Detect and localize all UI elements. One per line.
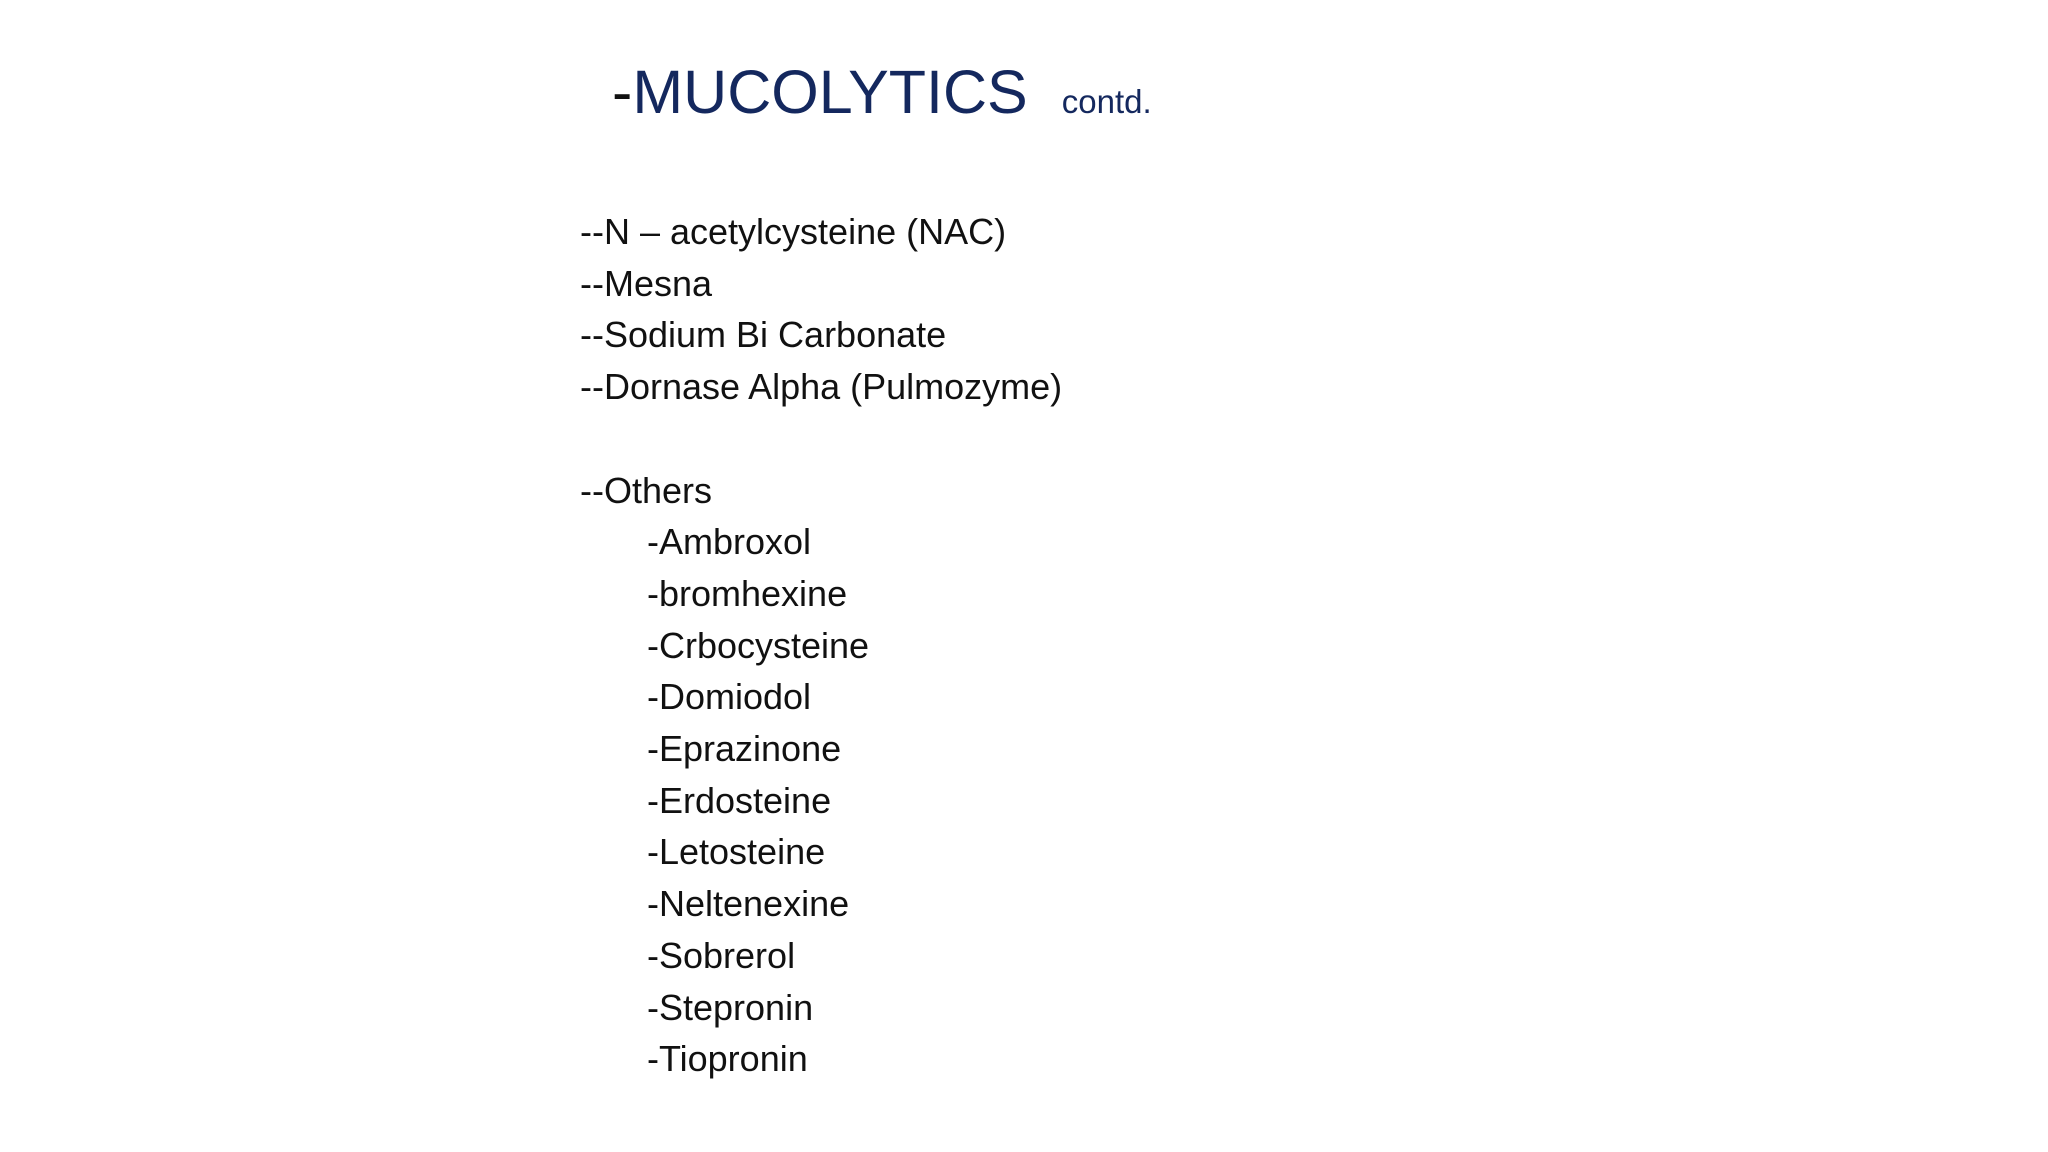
sub-list-item: -Crbocysteine <box>647 624 870 666</box>
list-item: --N – acetylcysteine (NAC) <box>580 211 1007 252</box>
mucolytics-list <box>580 206 1062 1085</box>
title-suffix: contd. <box>1061 83 1152 120</box>
list-item: --Mesna <box>580 262 713 304</box>
title-prefix: - <box>612 58 633 126</box>
sub-list-item: -bromhexine <box>647 572 848 614</box>
sub-list-item: -Erdosteine <box>647 779 832 821</box>
sub-list-item: -Neltenexine <box>647 883 850 925</box>
slide-title <box>612 58 1152 126</box>
sub-list-item: -Letosteine <box>647 831 826 873</box>
list-item: --Sodium Bi Carbonate <box>580 314 947 356</box>
sub-list-item: -Stepronin <box>647 986 814 1028</box>
list-spacer <box>580 413 1062 465</box>
sub-list-item: -Domiodol <box>647 676 812 718</box>
sub-list-item: -Eprazinone <box>647 728 842 770</box>
title-text: MUCOLYTICS <box>632 58 1028 126</box>
sub-list-item: -Tiopronin <box>647 1038 808 1080</box>
sub-list-item: -Sobrerol <box>647 934 796 976</box>
others-heading: --Others <box>580 469 713 511</box>
sub-list-item: -Ambroxol <box>647 521 812 563</box>
list-item: --Dornase Alpha (Pulmozyme) <box>580 366 1063 408</box>
